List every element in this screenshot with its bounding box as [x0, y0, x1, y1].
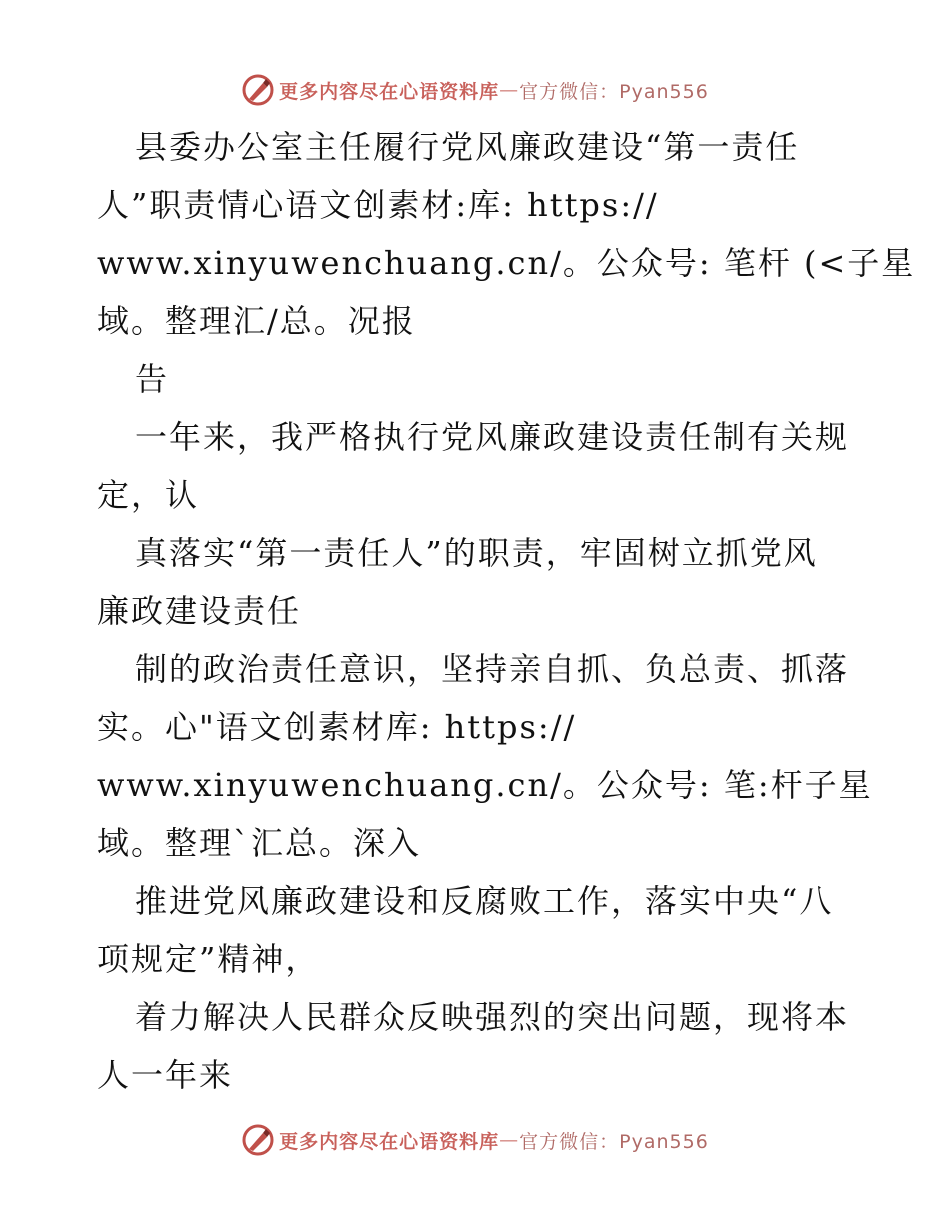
text-line: 域。整理汇/总。况报: [97, 302, 416, 340]
banner-dash: —: [499, 79, 520, 101]
text-line: 实。心"语文创素材库: https://: [97, 708, 577, 746]
text-line: 推进党风廉政建设和反腐败工作，落实中央“八: [135, 882, 834, 920]
banner-main-text: 更多内容尽在心语资料库: [279, 1130, 500, 1153]
text-line: 一年来，我严格执行党风廉政建设责任制有关规: [135, 418, 850, 456]
text-line: 真落实“第一责任人”的职责，牢固树立抓党风: [135, 534, 818, 572]
text-line: 项规定”精神，: [97, 940, 320, 978]
text-line: 制的政治责任意识，坚持亲自抓、负总责、抓落: [135, 650, 850, 688]
text-line: 廉政建设责任: [97, 592, 302, 630]
text-line: 人一年来: [97, 1056, 234, 1094]
text-line: 着力解决人民群众反映强烈的突出问题，现将本: [135, 998, 850, 1036]
text-line: 域。整理`汇总。深入: [97, 824, 422, 862]
text-line: 县委办公室主任履行党风廉政建设“第一责任: [135, 128, 800, 166]
banner-main-text: 更多内容尽在心语资料库: [279, 80, 500, 103]
text-line: 人”职责情心语文创素材:库: https://: [97, 186, 659, 224]
header-banner: [0, 70, 950, 110]
banner-wechat-text: 官方微信：Pyan556: [519, 1130, 709, 1153]
banner-wechat-text: 官方微信：Pyan556: [519, 80, 709, 103]
text-line: 定，认: [97, 476, 200, 514]
footer-banner: [0, 1120, 950, 1160]
pen-logo-icon: [241, 1123, 275, 1157]
text-line: www.xinyuwenchuang.cn/。公众号: 笔杆 (<子星: [97, 244, 916, 282]
banner-dash: —: [499, 1129, 520, 1151]
document-body: [97, 118, 916, 1104]
text-line: www.xinyuwenchuang.cn/。公众号: 笔:杆子星: [97, 766, 873, 804]
text-line: 告: [135, 360, 170, 398]
pen-logo-icon: [241, 73, 275, 107]
